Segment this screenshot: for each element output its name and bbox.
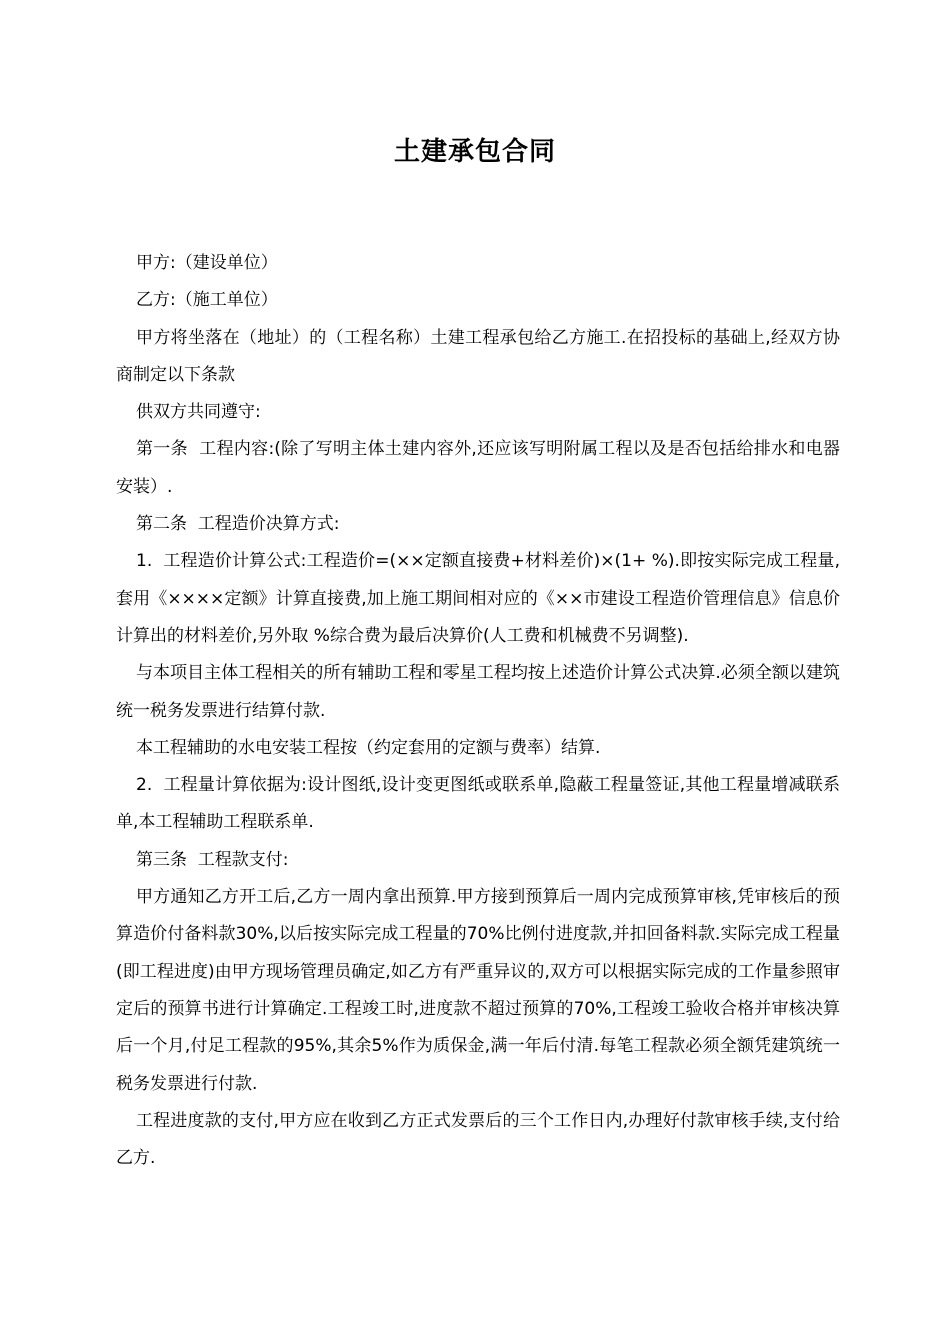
paragraph-preamble: 甲方将坐落在（地址）的（工程名称）土建工程承包给乙方施工.在招投标的基础上,经双方协商制定以下条款 bbox=[116, 327, 840, 385]
document-body bbox=[116, 245, 840, 1177]
paragraph-payment-terms: 甲方通知乙方开工后,乙方一周内拿出预算.甲方接到预算后一周内完成预算审核,凭审核后的预算造价付备料款30%,以后按实际完成工程量的70%比例付进度款,并扣回备料款.实际完成工程量(即工程进度)由甲方现场管理员确定,如乙方有严重异议的,双方可以根据实际完成的工作量参照审定后的预算书进行计算确定.工程竣工时,进度款不超过预算的70%,工程竣工验收合格并审核决算后一个月,付足工程款的95%,其余5%作为质保金,满一年后付清.每笔工程款必须全额凭建筑统一税务发票进行付款. bbox=[116, 887, 840, 1094]
paragraph-article-3-heading: 第三条 工程款支付: bbox=[136, 849, 289, 870]
paragraph-auxiliary-works: 与本项目主体工程相关的所有辅助工程和零星工程均按上述造价计算公式决算.必须全额以建筑统一税务发票进行结算付款. bbox=[116, 663, 840, 721]
paragraph-article-2-item-2: 2. 工程量计算依据为:设计图纸,设计变更图纸或联系单,隐蔽工程量签证,其他工程量增减联系单,本工程辅助工程联系单. bbox=[116, 775, 840, 833]
paragraph-progress-payment: 工程进度款的支付,甲方应在收到乙方正式发票后的三个工作日内,办理好付款审核手续,支付给乙方. bbox=[116, 1110, 840, 1169]
paragraph-utility-installation: 本工程辅助的水电安装工程按（约定套用的定额与费率）结算. bbox=[136, 737, 601, 758]
document-title: 土建承包合同 bbox=[393, 137, 556, 167]
paragraph-article-1: 第一条 工程内容:(除了写明主体土建内容外,还应该写明附属工程以及是否包括给排水和电器安装）. bbox=[116, 439, 840, 497]
paragraph-compliance: 供双方共同遵守: bbox=[136, 402, 261, 423]
paragraph-party-a: 甲方:（建设单位） bbox=[136, 253, 278, 273]
paragraph-article-2-heading: 第二条 工程造价决算方式: bbox=[136, 514, 340, 535]
paragraph-party-b: 乙方:（施工单位） bbox=[136, 290, 278, 311]
paragraph-article-2-item-1: 1. 工程造价计算公式:工程造价=(××定额直接费+材料差价)×(1+ %).即按实际完成工程量,套用《××××定额》计算直接费,加上施工期间相对应的《××市建设工程造价管理信息》信息价计算出的材料差价,另外取 %综合费为最后决算价(人工费和机械费不另调整). bbox=[116, 551, 840, 646]
